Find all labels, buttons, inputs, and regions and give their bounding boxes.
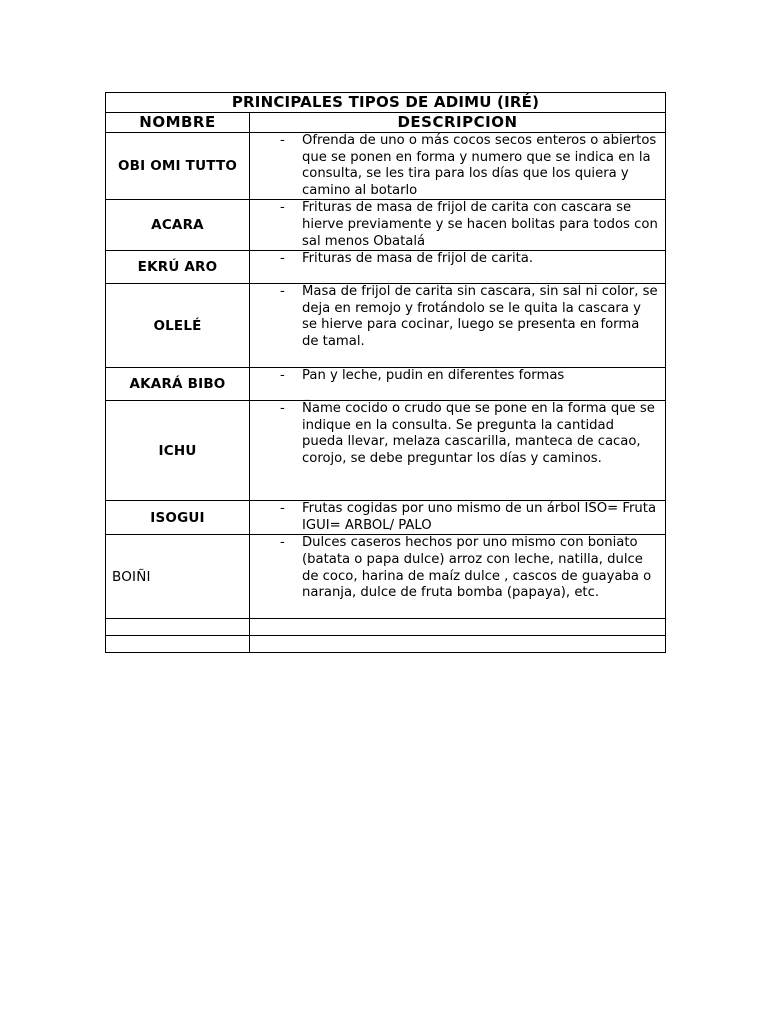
row-name: AKARÁ BIBO (106, 368, 250, 401)
row-description-text: Dulces caseros hechos por uno mismo con boniato (batata o papa dulce) arroz con leche, natilla, dulce de coco, harina de maíz dulce , cascos de guayaba o naranja, dulce de fruta bomba (papaya), etc. (302, 535, 652, 601)
table-row (106, 535, 666, 619)
bullet-dash: - (280, 401, 285, 417)
bullet-dash: - (280, 200, 285, 216)
row-description (250, 284, 666, 368)
row-description (250, 501, 666, 535)
table-row (106, 401, 666, 501)
row-description-text: Ofrenda de uno o más cocos secos enteros o abiertos que se ponen en forma y numero que se indica en la consulta, se les tira para los días que los quiera y camino al botarlo (302, 133, 657, 198)
row-name: ISOGUI (106, 501, 250, 535)
row-description-text: Frituras de masa de frijol de carita. (302, 251, 534, 267)
row-description (250, 535, 666, 619)
header-name: NOMBRE (106, 113, 250, 133)
empty-row (106, 619, 666, 636)
empty-cell (106, 619, 250, 636)
table-title: PRINCIPALES TIPOS DE ADIMU (IRÉ) (106, 93, 666, 113)
row-description-text: Pan y leche, pudin en diferentes formas (302, 368, 565, 384)
title-row (106, 93, 666, 113)
row-name: BOIÑI (106, 535, 250, 619)
row-name: OBI OMI TUTTO (106, 133, 250, 200)
bullet-dash: - (280, 368, 285, 384)
table-row (106, 368, 666, 401)
row-name: ICHU (106, 401, 250, 501)
row-name: OLELÉ (106, 284, 250, 368)
table-row (106, 284, 666, 368)
table-row (106, 251, 666, 284)
row-description (250, 368, 666, 401)
bullet-dash: - (280, 284, 285, 300)
empty-cell (106, 636, 250, 653)
empty-cell (250, 619, 666, 636)
header-row (106, 113, 666, 133)
row-description-text: Frutas cogidas por uno mismo de un árbol ISO= Fruta IGUI= ARBOL/ PALO (302, 501, 657, 533)
bullet-dash: - (280, 251, 285, 267)
row-description (250, 133, 666, 200)
row-name: ACARA (106, 200, 250, 251)
adimu-table (105, 92, 666, 653)
row-description-text: Masa de frijol de carita sin cascara, sin sal ni color, se deja en remojo y frotándolo se le quita la cascara y se hierve para cocinar, luego se presenta en forma de tamal. (302, 284, 658, 349)
row-description (250, 401, 666, 501)
header-description: DESCRIPCION (250, 113, 666, 133)
table-row (106, 133, 666, 200)
bullet-dash: - (280, 535, 285, 551)
empty-row (106, 636, 666, 653)
row-name: EKRÚ ARO (106, 251, 250, 284)
row-description-text: Frituras de masa de frijol de carita con cascara se hierve previamente y se hacen bolitas para todos con sal menos Obatalá (302, 200, 658, 249)
row-description (250, 251, 666, 284)
table-row (106, 200, 666, 251)
bullet-dash: - (280, 501, 285, 517)
bullet-dash: - (280, 133, 285, 148)
row-description-text: Ñame cocido o crudo que se pone en la forma que se indique en la consulta. Se pregunta la cantidad pueda llevar, melaza cascarilla, manteca de cacao, corojo, se debe preguntar los días y caminos. (302, 401, 655, 466)
row-description (250, 200, 666, 251)
empty-cell (250, 636, 666, 653)
table-row (106, 501, 666, 535)
